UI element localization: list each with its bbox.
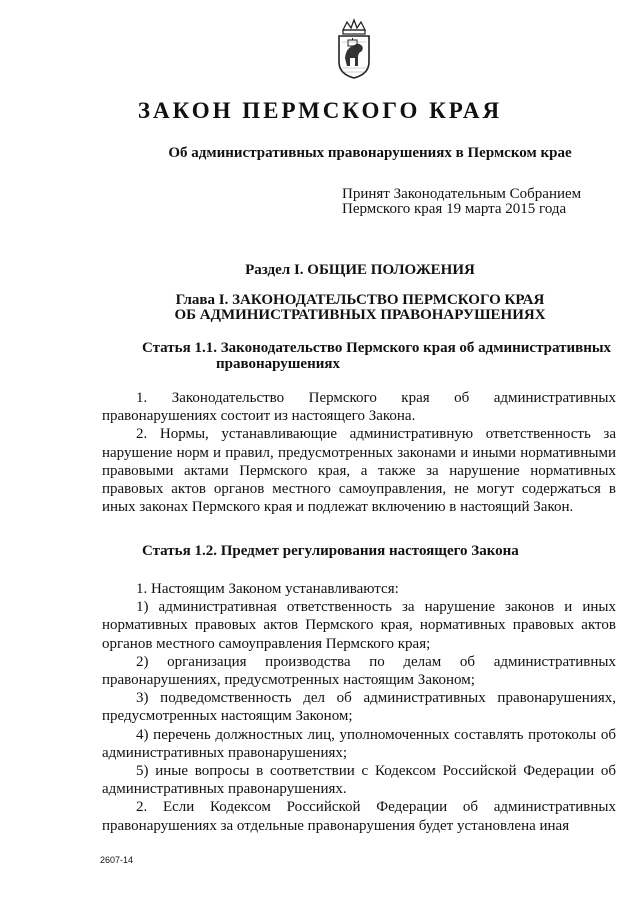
article-heading-line: правонарушениях <box>216 356 340 372</box>
law-title: ЗАКОН ПЕРМСКОГО КРАЯ <box>137 98 503 123</box>
article-heading: Статья 1.2. Предмет регулирования настоящего Закона <box>142 543 519 559</box>
paragraph: 2. Если Кодексом Российской Федерации об административных правонарушениях за отдельные правонарушения будет установлена иная <box>102 799 616 834</box>
chapter-heading-line: Глава I. ЗАКОНОДАТЕЛЬСТВО ПЕРМСКОГО КРАЯ <box>175 292 545 308</box>
article-body <box>102 389 616 516</box>
article-heading-line: Статья 1.1. Законодательство Пермского края об административных <box>142 340 612 356</box>
adoption-note-line: Пермского края 19 марта 2015 года <box>342 201 567 217</box>
section-heading: Раздел I. ОБЩИЕ ПОЛОЖЕНИЯ <box>245 262 475 278</box>
chapter-heading-line: ОБ АДМИНИСТРАТИВНЫХ ПРАВОНАРУШЕНИЯХ <box>174 307 546 323</box>
adoption-note-line: Принят Законодательным Собранием <box>342 186 582 202</box>
chapter-heading <box>0 293 640 323</box>
paragraph: 3) подведомственность дел об административных правонарушениях, предусмотренных настоящим Законом; <box>102 690 616 725</box>
paragraph: 4) перечень должностных лиц, уполномоченных составлять протоколы об административных правонарушениях; <box>102 726 616 761</box>
law-subtitle: Об административных правонарушениях в Пермском крае <box>168 145 572 161</box>
paragraph: 1. Законодательство Пермского края об административных правонарушениях состоит из настоящего Закона. <box>102 390 616 425</box>
article-body <box>102 580 616 835</box>
paragraph: 5) иные вопросы в соответствии с Кодексом Российской Федерации об административных правонарушениях. <box>102 763 616 798</box>
perm-krai-coat-of-arms-icon <box>331 18 377 82</box>
article-heading <box>142 340 622 372</box>
paragraph: 2) организация производства по делам об административных правонарушениях, предусмотренных настоящим Законом; <box>102 653 616 689</box>
adoption-note <box>342 187 581 217</box>
paragraph: 2. Нормы, устанавливающие административную ответственность за нарушение норм и правил, предусмотренных законами и иными нормативными правовыми актами Пермского края, а также за нарушение нормативных правовых актов органов местного самоуправления, не могут содержаться в иных законах Пермского края и подлежат включению в настоящий Закон. <box>102 426 616 516</box>
paragraph: 1. Настоящим Законом устанавливаются: <box>136 581 399 597</box>
paragraph: 1) административная ответственность за нарушение законов и иных нормативных правовых актов Пермского края, нормативных правовых актов органов местного самоуправления Пермского края; <box>102 599 616 652</box>
document-code: 2607-14 <box>100 855 134 865</box>
